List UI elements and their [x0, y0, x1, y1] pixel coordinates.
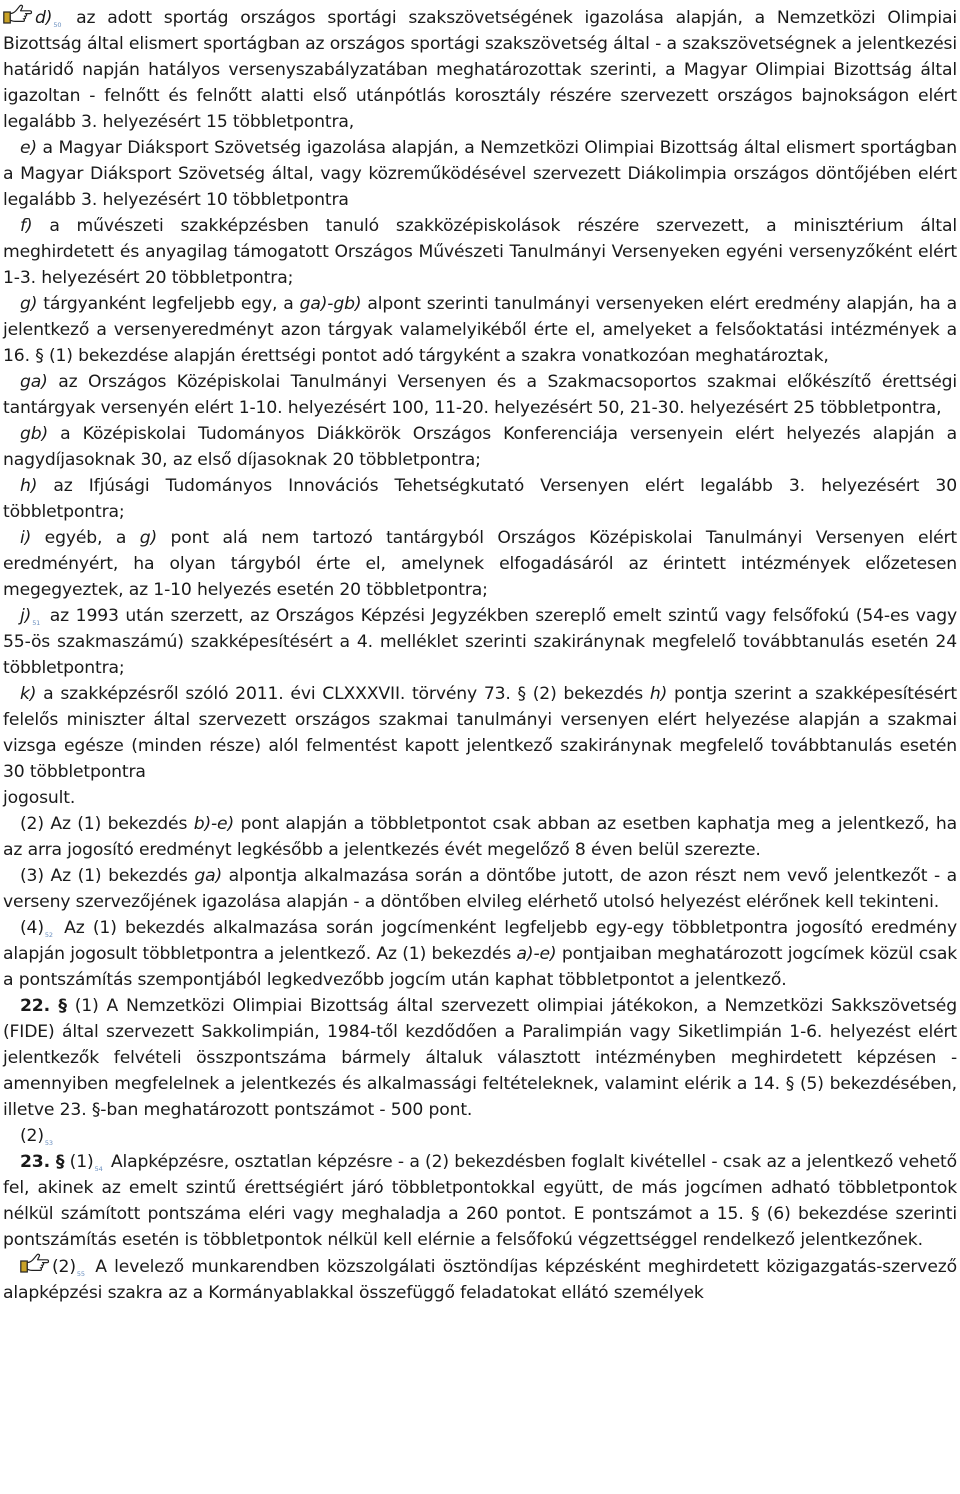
- footnote-link[interactable]: 54: [94, 1165, 103, 1173]
- paragraph-text: az Országos Középiskolai Tanulmányi Versenyen és a Szakmacsoportos szakmai előkészítő érettségi tantárgyak versenyén elért 1-10. helyezésért 100, 11-20. helyezésért 50, 21-30. helyezésért 25 többletpontra,: [3, 372, 957, 418]
- cross-reference: ga): [194, 866, 223, 886]
- paragraph-text: alpontja alkalmazása során a döntőbe jutott, de azon részt nem vevő jelentkezőt - a verseny szervezőjének igazolása alapján - a döntőben elvileg elérhető utolsó helyezést elérőnek kell tekinteni.: [3, 866, 958, 912]
- cross-reference: ga)-gb): [299, 294, 362, 314]
- cross-reference: g): [139, 528, 158, 548]
- paragraph-i: [3, 525, 957, 603]
- section-23: [3, 1149, 957, 1253]
- paragraph-closing: [3, 785, 957, 811]
- list-letter: i): [20, 528, 32, 548]
- cross-reference: a)-e): [516, 944, 557, 964]
- section-23-subsection-2: [3, 1253, 957, 1306]
- list-letter: h): [20, 476, 38, 496]
- paragraph-text: az Ifjúsági Tudományos Innovációs Tehetségkutató Versenyen elért legalább 3. helyezésért 30 többletpontra;: [3, 476, 957, 522]
- pointing-hand-icon[interactable]: [20, 1253, 50, 1275]
- paragraph-text: (1) A Nemzetközi Olimpiai Bizottság által szervezett olimpiai játékokon, a Nemzetközi Sakkszövetség (FIDE) által szervezett Sakkolimpián, 1984-től kezdődően a Paralimpián vagy Siketlimpián 1-6. helyezést elért jelentkezők felvételi összpontszáma bármely általuk választott intézményben meghirdetett képzésen - amennyiben megfelelnek a jelentkezés és alkalmassági feltételeknek, valamint elérik a 14. § (5) bekezdésében, illetve 23. §-ban meghatározott pontszámot - 500 pont.: [3, 996, 957, 1120]
- paragraph-e: [3, 135, 957, 213]
- footnote-link[interactable]: 55: [76, 1270, 85, 1278]
- paragraph-d: [3, 4, 957, 135]
- list-letter: ga): [20, 372, 48, 392]
- paragraph-h: [3, 473, 957, 525]
- footnote-link[interactable]: 50: [53, 21, 62, 29]
- section-22-subsection-2: [3, 1123, 957, 1149]
- paragraph-text: pontjaiban meghatározott jogcímek közül csak a pontszámítás szempontjából legkedvezőbb jogcím után kaphat többletpontot a jelentkező.: [3, 944, 958, 990]
- paragraph-text: egyéb, a: [31, 528, 140, 548]
- paragraph-ga: [3, 369, 957, 421]
- cross-reference: b)-e): [193, 814, 235, 834]
- subsection-number: (1): [64, 1152, 94, 1172]
- footnote-link[interactable]: 51: [32, 619, 41, 627]
- document-body: [3, 4, 957, 1306]
- paragraph-j: [3, 603, 957, 681]
- footnote-link[interactable]: 52: [44, 931, 53, 939]
- paragraph-text: alpont szerinti tanulmányi versenyeken elért eredmény alapján, ha a jelentkező a versenyeredményt azon tárgyak valamelyikéből érte el, amelyeket a felsőoktatási intézmények a 16. § (1) bekezdése alapján érettségi pontot adó tárgyként a szakra vonatkozóan meghatároztak,: [3, 294, 957, 366]
- cross-reference: h): [649, 684, 668, 704]
- paragraph-text: jogosult.: [3, 788, 76, 808]
- paragraph-text: A levelező munkarendben közszolgálati ösztöndíjas képzésként meghirdetett közigazgatás-szervező alapképzési szakra az a Kormányablakkal összefüggő feladatokat ellátó személyek: [3, 1257, 957, 1303]
- subsection-number: (2): [52, 1257, 76, 1277]
- paragraph-text: az 1993 után szerzett, az Országos Képzési Jegyzékben szereplő emelt szintű vagy felsőfokú (54-es vagy 55-ös szakmaszámú) szakképesítésért a 4. melléklet szerinti szakiránynak megfelelő továbbtanulás esetén 24 többletpontra;: [3, 606, 957, 678]
- paragraph-text: az adott sportág országos sportági szakszövetségének igazolása alapján, a Nemzetközi Olimpiai Bizottság által elismert sportágban az országos sportági szakszövetség által - a szakszövetségnek a jelentkezési határidő napján hatályos versenyszabályzatában meghatározottak szerinti, a Magyar Olimpiai Bizottság által igazoltan - felnőtt és felnőtt alatti első utánpótlás korosztály részére szervezett országos bajnokságon elért legalább 3. helyezésért 15 többletpontra,: [3, 8, 957, 132]
- paragraph-text: Az (1) bekezdés alkalmazása során jogcímenként legfeljebb egy-egy többletpontra jogosító eredmény alapján jogosult többletpontra a jelentkező. Az (1) bekezdés: [3, 918, 957, 964]
- list-letter: j): [20, 606, 32, 626]
- subsection-number: (4): [20, 918, 44, 938]
- list-letter: g): [20, 294, 38, 314]
- paragraph-gb: [3, 421, 957, 473]
- paragraph-text: a szakképzésről szóló 2011. évi CLXXXVII. törvény 73. § (2) bekezdés: [36, 684, 650, 704]
- section-22: [3, 993, 957, 1123]
- paragraph-text: tárgyanként legfeljebb egy, a: [37, 294, 300, 314]
- paragraph-subsection-2: [3, 811, 957, 863]
- list-letter: k): [20, 684, 37, 704]
- paragraph-text: pontja szerint a szakképesítésért felelős miniszter által szervezett országos szakmai tanulmányi versenyen elért helyezése alapján a szakmai vizsga egésze (minden része) alól felmentést kapott jelentkező szakiránynak megfelelő továbbtanulás esetén 30 többletpontra: [3, 684, 957, 782]
- list-letter: gb): [20, 424, 49, 444]
- list-letter: f): [20, 216, 33, 236]
- list-letter: d): [35, 8, 53, 28]
- paragraph-subsection-4: [3, 915, 957, 993]
- paragraph-f: [3, 213, 957, 291]
- paragraph-text: pont alapján a többletpontot csak abban az esetben kaphatja meg a jelentkező, ha az arra jogosító eredményt legkésőbb a jelentkezés évét megelőző 8 éven belül szerezte.: [3, 814, 957, 860]
- section-number: 23. §: [20, 1152, 65, 1172]
- paragraph-text: pont alá nem tartozó tantárgyból Országos Középiskolai Tanulmányi Versenyen elért eredményért, ha olyan tárgyból érte el, amelynek elfogadásáról az érintett intézmények előzetesen megegyeztek, az 1-10 helyezés esetén 20 többletpontra;: [3, 528, 957, 600]
- paragraph-text: (3) Az (1) bekezdés: [20, 866, 195, 886]
- paragraph-text: Alapképzésre, osztatlan képzésre - a (2) bekezdésben foglalt kivétellel - csak az a jelentkező vehető fel, akinek az emelt szintű érettségiért járó többletpontokkal együtt, de más jogcímen adható többletpontok nélkül számított pontszáma eléri vagy meghaladja a 260 pontot. E pontszámot a 15. § (6) bekezdése szerinti pontszámítás esetén is többletpontok nélkül kell elérnie a felsőfokú végzettséggel rendelkező jelentkezőnek.: [3, 1152, 958, 1250]
- subsection-number: (2): [20, 1126, 44, 1146]
- section-number: 22. §: [20, 996, 67, 1016]
- paragraph-text: a művészeti szakképzésben tanuló szakközépiskolások részére szervezett, a minisztérium által meghirdetett és anyagilag támogatott Országos Művészeti Tanulmányi Versenyeken egyéni versenyzőként elért 1-3. helyezésért 20 többletpontra;: [3, 216, 957, 288]
- footnote-link[interactable]: 53: [44, 1139, 53, 1147]
- paragraph-text: (2) Az (1) bekezdés: [20, 814, 194, 834]
- paragraph-k: [3, 681, 957, 785]
- paragraph-subsection-3: [3, 863, 957, 915]
- paragraph-g: [3, 291, 957, 369]
- list-letter: e): [20, 138, 37, 158]
- paragraph-text: a Magyar Diáksport Szövetség igazolása alapján, a Nemzetközi Olimpiai Bizottság által elismert sportágban a Magyar Diáksport Szövetség által, vagy közreműködésével szervezett Diákolimpia országos döntőjében elért legalább 3. helyezésért 10 többletpontra: [3, 138, 957, 210]
- paragraph-text: a Középiskolai Tudományos Diákkörök Országos Konferenciája versenyein elért helyezés alapján a nagydíjasoknak 30, az első díjasoknak 20 többletpontra;: [3, 424, 957, 470]
- pointing-hand-icon[interactable]: [3, 4, 33, 26]
